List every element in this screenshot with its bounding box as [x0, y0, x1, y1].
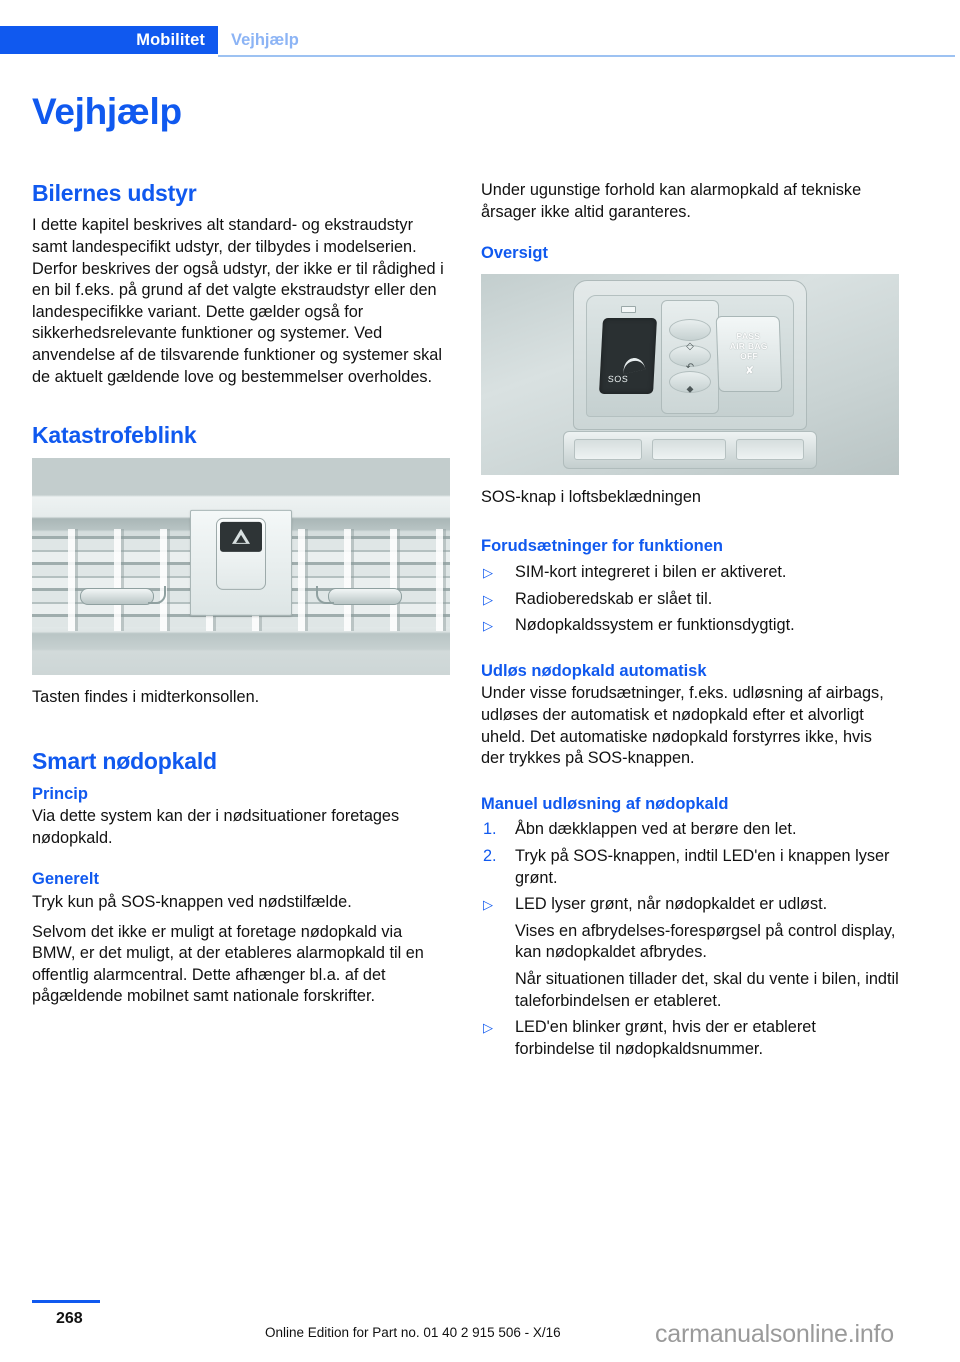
- paragraph-continuation-1: Vises en afbrydelses-forespørgsel på control display, kan nødopkaldet afbrydes.: [515, 921, 896, 962]
- list-item: [481, 846, 899, 889]
- heading-udloes-automatisk: Udløs nødopkald automatisk: [481, 661, 707, 680]
- heading-bilernes-udstyr: Bilernes udstyr: [32, 180, 197, 206]
- list-item: [481, 1017, 899, 1060]
- hazard-button-plate: [190, 509, 292, 615]
- left-column: [32, 180, 450, 1008]
- roof-console-panel: [573, 280, 807, 430]
- list-item: [481, 894, 899, 916]
- tab-mobilitet[interactable]: Mobilitet: [0, 26, 218, 54]
- hazard-button-cap: [220, 521, 262, 551]
- triangle-bullet-icon: ▷: [483, 897, 493, 913]
- rocker-close-icon: ⬥: [686, 383, 694, 395]
- rocker-diamond-icon: ◇: [686, 340, 694, 352]
- forudsaetninger-list: [481, 562, 899, 637]
- hazard-button-figure: [32, 458, 450, 675]
- heading-generelt: Generelt: [32, 870, 99, 889]
- sunroof-rocker-switch: [661, 300, 719, 414]
- rocker-oval-top: [669, 319, 711, 341]
- page-number: 268: [56, 1310, 83, 1327]
- warning-triangle-icon: [232, 529, 250, 544]
- triangle-bullet-icon: ▷: [483, 618, 493, 634]
- list-item-label: Tryk på SOS-knappen, indtil LED'en i knappen lyser grønt.: [515, 847, 890, 887]
- paragraph-generelt-1: Tryk kun på SOS-knappen ved nødstilfælde.: [32, 893, 352, 912]
- sos-arc-icon: [622, 356, 646, 374]
- heading-manuel-udloesning: Manuel udløsning af nødopkald: [481, 794, 729, 813]
- manuel-udloesning-list: [481, 819, 899, 915]
- sos-button-label: SOS: [607, 373, 629, 384]
- sun-visor-row: [563, 431, 817, 469]
- page-title: Vejhjælp: [32, 91, 182, 132]
- triangle-bullet-icon: ▷: [483, 591, 493, 607]
- caption-hazard-button: Tasten findes i midterkonsollen.: [32, 687, 260, 706]
- visor-right: [736, 439, 804, 460]
- paragraph-intro-right: Under ugunstige forhold kan alarmopkald af tekniske årsager ikke altid garanteres.: [481, 181, 862, 221]
- step-number: 1.: [483, 820, 497, 839]
- sos-led-indicator: [621, 306, 636, 313]
- right-column: [481, 180, 899, 1060]
- list-item-label: LED lyser grønt, når nødopkaldet er udløst.: [515, 895, 828, 914]
- footer-divider: [32, 1300, 100, 1303]
- sos-button-figure: [481, 274, 899, 475]
- paragraph-continuation-2: Når situationen tillader det, skal du vente i bilen, indtil taleforbindelsen er etableret.: [515, 970, 899, 1010]
- paragraph-generelt-2: Selvom det ikke er muligt at foretage nødopkald via BMW, er det muligt, at der etableres alarmopkald til en offentlig alarmcentral. Dette afhænger bl.a. af det pågældende mobilnet samt nationale forskrifter.: [32, 922, 424, 1006]
- airbag-label-pass: PASS: [736, 330, 761, 341]
- edition-note: Online Edition for Part no. 01 40 2 915 506 - X/16: [265, 1325, 561, 1340]
- header-divider: [218, 55, 955, 57]
- heading-forudsaetninger: Forudsætninger for funktionen: [481, 537, 723, 556]
- step-number: 2.: [483, 847, 497, 866]
- list-item: [481, 819, 899, 841]
- passenger-airbag-indicator: [716, 316, 783, 392]
- airbag-label-off: OFF: [739, 350, 759, 361]
- triangle-bullet-icon: ▷: [483, 565, 493, 581]
- tab-vejhjaelp[interactable]: Vejhjælp: [231, 31, 299, 49]
- visor-center: [652, 439, 726, 460]
- hazard-button: [216, 517, 266, 589]
- paragraph-bilernes-udstyr: I dette kapitel beskrives alt standard- og ekstraudstyr samt landespecifikt udstyr, der tilbydes i modelserien. Derfor beskrives der også udstyr, der ikke er til rådighed i en bil f.eks. på grund af det valgte ekstraudstyr eller den landespecifikke variant. Dette gælder også for sikkerhedsrelevante funktioner og systemer. Ved anvendelse af de tilsvarende funktioner og systemer skal de aktuelt gældende love og bestemmelser overholdes.: [32, 216, 444, 386]
- triangle-bullet-icon: ▷: [483, 1020, 493, 1036]
- list-item-label: SIM-kort integreret i bilen er aktiveret.: [515, 563, 787, 582]
- airbag-label-airbag: AIR BAG: [729, 340, 768, 351]
- list-item-label: Nødopkaldssystem er funktionsdygtigt.: [515, 616, 795, 635]
- visor-left: [574, 439, 642, 460]
- heading-princip: Princip: [32, 784, 88, 803]
- list-item-label: Åbn dækklappen ved at berøre den let.: [515, 820, 797, 839]
- list-item: [481, 589, 899, 611]
- passenger-airbag-off-icon: ✘: [744, 364, 755, 377]
- paragraph-princip: Via dette system kan der i nødsituationer foretages nødopkald.: [32, 807, 400, 847]
- rocker-tilt-icon: ↶: [685, 361, 695, 373]
- heading-katastrofeblink: Katastrofeblink: [32, 422, 197, 449]
- vent-knob-left: [80, 588, 154, 605]
- paragraph-udloes-automatisk: Under visse forudsætninger, f.eks. udløsning af airbags, udløses der automatisk et nødopkald efter et alvorligt uheld. Det automatiske nødopkald forstyrres ikke, hvis der trykkes på SOS-knappen.: [481, 684, 884, 768]
- list-item: [481, 562, 899, 584]
- list-item-label: LED'en blinker grønt, hvis der er etableret forbindelse til nødopkaldsnummer.: [515, 1018, 816, 1058]
- sos-button: [599, 318, 657, 394]
- watermark: carmanualsonline.info: [655, 1320, 895, 1348]
- heading-oversigt: Oversigt: [481, 244, 548, 263]
- list-item: [481, 615, 899, 637]
- roof-console-inner: [586, 295, 794, 417]
- heading-smart-noedopkald: Smart nødopkald: [32, 748, 217, 775]
- breadcrumb-header: [0, 26, 960, 54]
- list-item-label: Radioberedskab er slået til.: [515, 589, 713, 608]
- caption-sos-button: SOS-knap i loftsbeklædningen: [481, 487, 701, 506]
- vent-hook-right: [316, 586, 334, 604]
- vent-knob-right: [328, 588, 402, 605]
